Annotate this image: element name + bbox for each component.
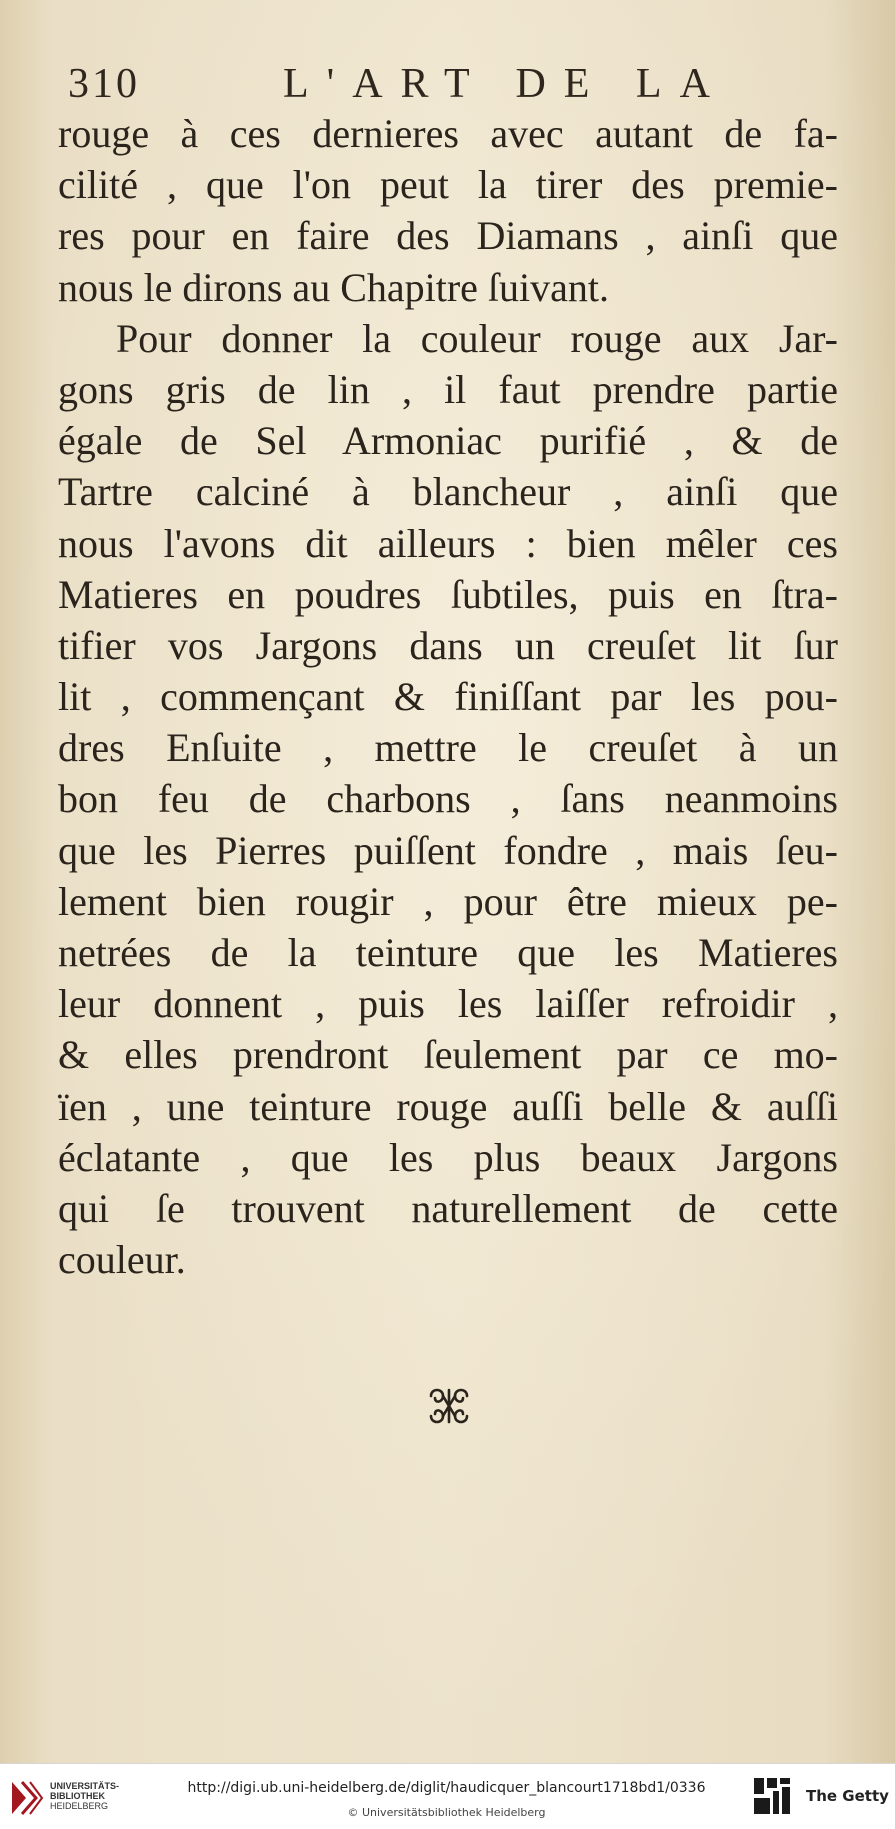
getty-logo-icon [753, 1777, 791, 1815]
running-head [68, 60, 828, 110]
text-line: éclatante , que les plus beaux Jargons [58, 1134, 838, 1180]
text-line: cilité , que l'on peut la tirer des premie- [58, 162, 838, 208]
copyright-notice: © Universitätsbibliothek Heidelberg [347, 1806, 546, 1819]
university-library-logo-icon [10, 1778, 44, 1816]
text-line: bon feu de charbons , ſans neanmoins [58, 776, 838, 822]
fleuron-ornament-icon [425, 1382, 473, 1430]
text-line: res pour en faire des Diamans , ainſi que [58, 213, 838, 259]
text-line: qui ſe trouvent naturellement de cette [58, 1185, 838, 1231]
permalink-url[interactable]: http://digi.ub.uni-heidelberg.de/diglit/haudicquer_blancourt1718bd1/0336 [187, 1780, 706, 1796]
library-name [50, 1781, 119, 1811]
body-text [58, 108, 838, 1285]
text-line: égale de Sel Armoniac purifié , & de [58, 418, 838, 464]
text-line: Pour donner la couleur rouge aux Jar- [116, 315, 838, 361]
library-name-line: BIBLIOTHEK [50, 1791, 105, 1801]
text-line: que les Pierres puiſſent fondre , mais ſeu- [58, 827, 838, 873]
text-line: rouge à ces dernieres avec autant de fa- [58, 111, 838, 156]
text-line: nous l'avons dit ailleurs : bien mêler ces [58, 520, 838, 566]
page-number: 310 [68, 61, 140, 107]
partner-name: The Getty [806, 1787, 889, 1805]
text-line: dres Enſuite , mettre le creuſet à un [58, 725, 838, 771]
text-line: Matieres en poudres ſubtiles, puis en ſtra- [58, 571, 838, 617]
text-line: tifier vos Jargons dans un creuſet lit ſur [58, 622, 838, 668]
text-line: lement bien rougir , pour être mieux pe- [58, 878, 838, 924]
text-line: couleur. [58, 1237, 186, 1283]
text-line: gons gris de lin , il faut prendre partie [58, 366, 838, 412]
text-line: netrées de la teinture que les Matieres [58, 930, 838, 975]
text-line: & elles prendront ſeulement par ce mo- [58, 1032, 838, 1078]
viewer-footer [0, 1763, 895, 1829]
text-line: leur donnent , puis les laiſſer refroidir , [58, 981, 838, 1027]
text-line: ïen , une teinture rouge auſſi belle & auſſi [58, 1083, 838, 1129]
library-name-line: HEIDELBERG [50, 1801, 109, 1811]
text-line: Tartre calciné à blancheur , ainſi que [58, 469, 838, 515]
running-title: L'ART DE LA [283, 61, 728, 107]
library-name-line: UNIVERSITÄTS- [50, 1781, 120, 1791]
text-line: lit , commençant & finiſſant par les pou- [58, 674, 838, 720]
text-line: nous le dirons au Chapitre ſuivant. [58, 264, 610, 310]
